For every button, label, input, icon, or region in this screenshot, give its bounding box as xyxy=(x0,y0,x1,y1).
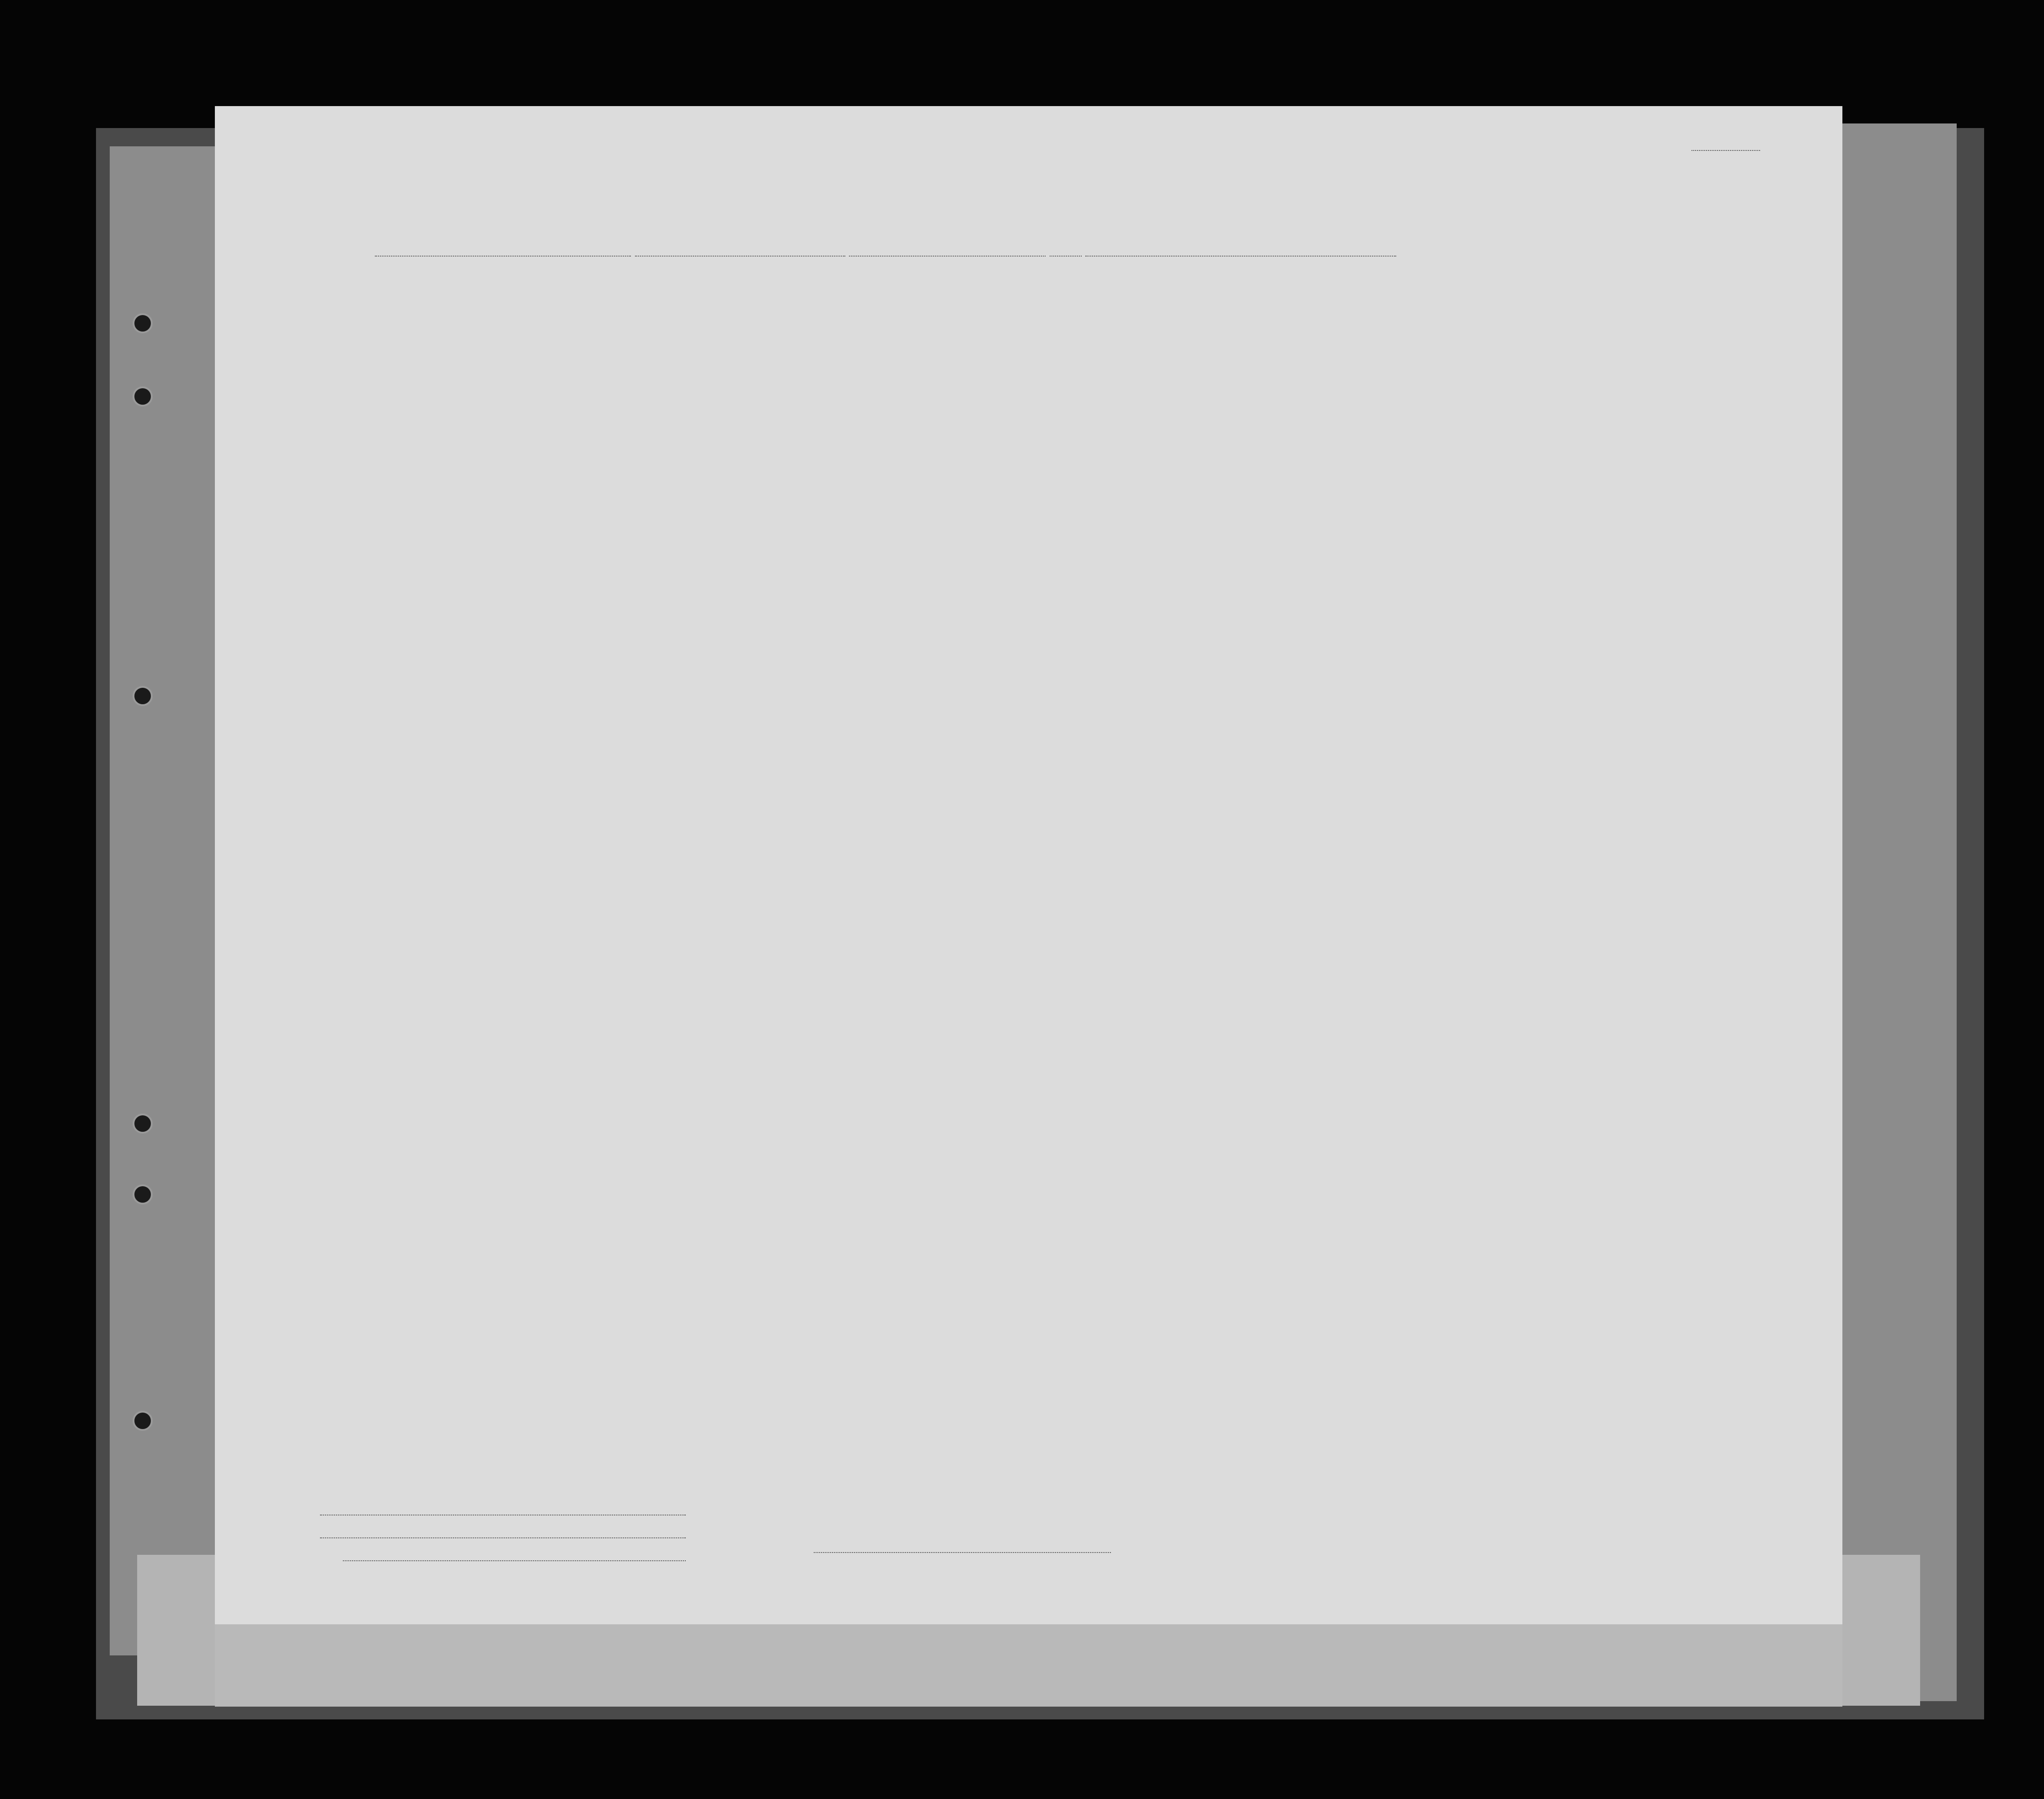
binder-hole xyxy=(133,1184,153,1205)
binder-hole xyxy=(133,686,153,706)
binder-hole xyxy=(133,1411,153,1431)
inspector-signature-line xyxy=(814,1552,1111,1553)
arrival-date-stamp xyxy=(849,256,1046,257)
vessel-line xyxy=(375,243,1396,261)
sheet-label xyxy=(1692,140,1760,155)
local-agents-field xyxy=(343,1560,686,1561)
arrival-port xyxy=(635,256,845,257)
table-grid xyxy=(215,106,1842,1707)
binder-hole xyxy=(133,1114,153,1134)
binder-hole xyxy=(133,313,153,333)
binder-hole xyxy=(133,386,153,407)
manifest-sheet xyxy=(215,106,1842,1707)
vessel-name xyxy=(375,256,631,257)
owners-field xyxy=(320,1537,686,1538)
